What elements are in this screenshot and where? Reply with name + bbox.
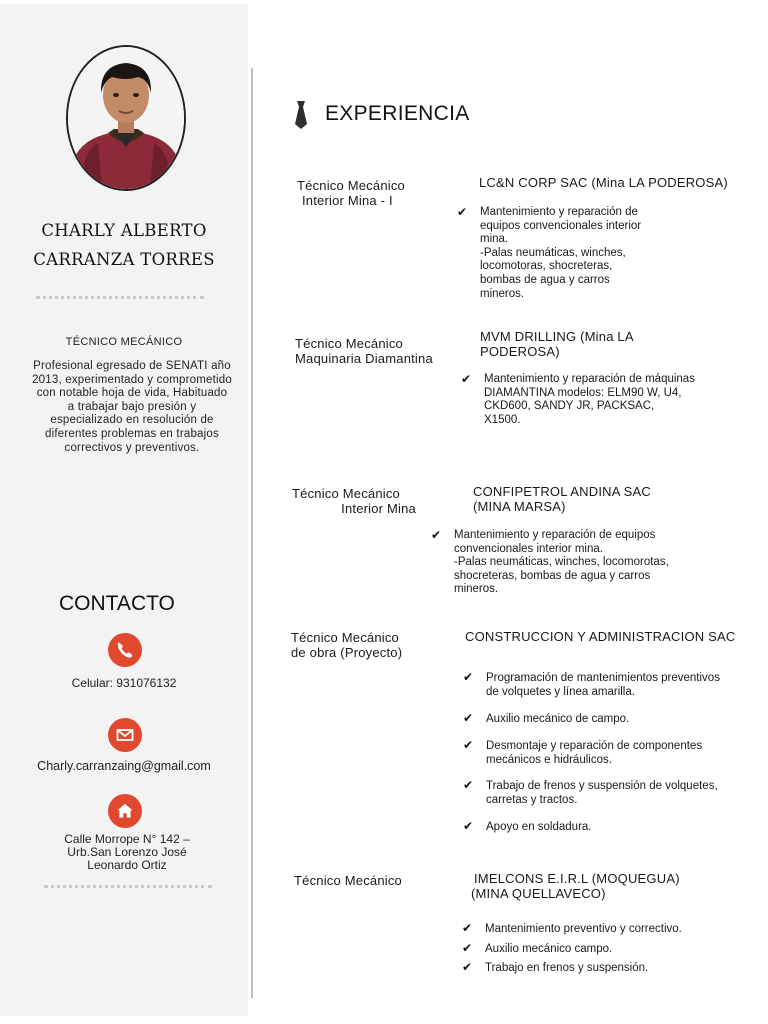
checkmark-icon: ✔	[463, 778, 474, 792]
duty-line: equipos convencionales interior	[480, 219, 642, 232]
job-duty	[454, 529, 669, 597]
company-line: CONSTRUCCION Y ADMINISTRACION SAC	[465, 629, 736, 644]
duty-line: Mantenimiento y reparación de equipos	[454, 529, 656, 541]
duty-line: mina.	[480, 233, 509, 246]
address	[42, 833, 212, 872]
duty-line: -Palas neumáticas, winches,	[480, 246, 626, 259]
company-line: CONFIPETROL ANDINA SAC	[473, 484, 652, 499]
company-line: PODEROSA)	[480, 344, 560, 359]
job-title-line: Técnico Mecánico	[291, 630, 399, 645]
checkmark-icon: ✔	[431, 528, 442, 542]
company-name	[471, 871, 680, 901]
duty-line: CKD600, SANDY JR, PACKSAC,	[484, 400, 655, 413]
home-icon	[108, 794, 142, 828]
duty-line: locomotoras, shocreteras,	[480, 260, 613, 273]
duty-line: Apoyo en soldadura.	[486, 821, 592, 833]
duty-line: Desmontaje y reparación de componentes	[486, 740, 703, 752]
company-name	[479, 175, 728, 190]
profile-photo	[66, 45, 186, 191]
job-duty	[480, 206, 641, 301]
email-address[interactable]: Charly.carranzaing@gmail.com	[37, 759, 211, 773]
checkmark-icon: ✔	[457, 205, 468, 219]
company-name	[473, 484, 651, 514]
person-portrait-icon	[68, 47, 184, 189]
job-title	[297, 178, 405, 208]
checkmark-icon: ✔	[462, 941, 473, 955]
checkmark-icon: ✔	[462, 960, 473, 974]
dotted-divider	[44, 885, 212, 888]
duty-line: de volquetes y línea amarilla.	[486, 685, 635, 698]
duty-line: X1500.	[484, 413, 521, 426]
contact-heading: CONTACTO	[59, 592, 175, 615]
duty-line: Trabajo en frenos y suspensión.	[485, 962, 649, 974]
duty-line: shocreteras, bombas de agua y carros	[454, 569, 651, 582]
job-duty	[484, 373, 695, 427]
duty-line: Mantenimiento y reparación de	[480, 206, 638, 218]
job-title-line: Técnico Mecánico	[297, 178, 405, 193]
company-line: IMELCONS E.I.R.L (MOQUEGUA)	[474, 871, 680, 886]
necktie-icon	[293, 100, 309, 130]
phone-icon	[108, 633, 142, 667]
job-duty	[485, 923, 682, 937]
phone-number: Celular: 931076132	[71, 676, 177, 690]
duty-line: carretas y tractos.	[486, 793, 578, 806]
job-duty	[486, 780, 718, 807]
job-duty	[486, 672, 720, 699]
dotted-divider	[36, 296, 204, 299]
company-name	[480, 329, 634, 359]
duty-line: DIAMANTINA modelos: ELM90 W, U4,	[484, 386, 682, 399]
envelope-icon	[108, 718, 142, 752]
duty-line: -Palas neumáticas, winches, locomorotas,	[454, 556, 669, 569]
duty-line: bombas de agua y carros	[480, 273, 610, 286]
duty-line: Auxilio mecánico de campo.	[486, 713, 630, 725]
duty-line: Mantenimiento preventivo y correctivo.	[485, 923, 682, 935]
address-line: Calle Morrope N° 142 –	[64, 832, 190, 846]
job-title	[294, 873, 402, 888]
job-title	[291, 630, 402, 660]
job-title-line: Maquinaria Diamantina	[295, 351, 433, 366]
job-duty	[485, 943, 612, 957]
job-title-line: de obra (Proyecto)	[291, 645, 403, 660]
company-line: (MINA MARSA)	[473, 499, 566, 514]
job-duty	[486, 740, 702, 767]
checkmark-icon: ✔	[463, 819, 474, 833]
duty-line: mineros.	[480, 287, 525, 300]
checkmark-icon: ✔	[463, 711, 474, 725]
job-title-line: Interior Mina - I	[302, 193, 393, 208]
duty-line: mineros.	[454, 583, 499, 596]
job-role: TÉCNICO MECÁNICO	[65, 336, 183, 348]
duty-line: Trabajo de frenos y suspensión de volquetes,	[486, 780, 718, 792]
profile-summary: Profesional egresado de SENATI año 2013, experimentado y comprometido con notable hoja de vida, Habituado a trabajar bajo presión y especializado en resolución de diferentes problemas en trabajos correctivos y preventivos.	[32, 360, 232, 454]
address-line: Leonardo Ortiz	[87, 858, 167, 872]
duty-line: Auxilio mecánico campo.	[485, 943, 613, 955]
checkmark-icon: ✔	[463, 738, 474, 752]
job-title-line: Interior Mina	[341, 501, 416, 516]
job-duty	[486, 821, 592, 835]
job-title-line: Técnico Mecánico	[295, 336, 403, 351]
duty-line: convencionales interior mina.	[454, 542, 603, 555]
checkmark-icon: ✔	[463, 670, 474, 684]
job-title-line: Técnico Mecánico	[294, 873, 402, 888]
checkmark-icon: ✔	[461, 372, 472, 386]
address-line: Urb.San Lorenzo José	[67, 845, 187, 859]
job-duty	[485, 962, 648, 976]
job-title-line: Técnico Mecánico	[292, 486, 400, 501]
company-line: MVM DRILLING (Mina LA	[480, 329, 634, 344]
divider-line	[251, 68, 253, 998]
job-title	[292, 486, 416, 516]
company-name	[465, 629, 736, 644]
duty-line: Programación de mantenimientos preventivos	[486, 672, 720, 684]
company-line: LC&N CORP SAC (Mina LA PODEROSA)	[479, 175, 728, 190]
job-title	[295, 336, 433, 366]
duty-line: Mantenimiento y reparación de máquinas	[484, 373, 695, 385]
experience-heading: EXPERIENCIA	[325, 102, 470, 125]
checkmark-icon: ✔	[462, 921, 473, 935]
job-duty	[486, 713, 629, 727]
duty-line: mecánicos e hidráulicos.	[486, 753, 612, 766]
name-second-line: CARRANZA TORRES	[33, 250, 215, 269]
name-first-line: CHARLY ALBERTO	[41, 221, 207, 240]
company-line: (MINA QUELLAVECO)	[471, 886, 606, 901]
